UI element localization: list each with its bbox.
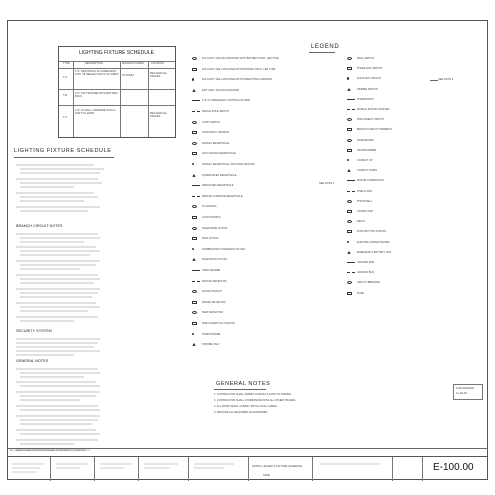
legend-item [345,220,485,224]
title-block-lines [10,461,480,477]
legend-item [190,227,340,231]
legend-item [345,251,485,255]
legend-left-column [190,57,340,357]
legend-item [345,230,485,234]
legend-symbol-icon [347,210,352,213]
legend-item [190,333,340,337]
legend-item-label: FOUR-WAY SWITCH [357,77,381,81]
legend-symbol-icon [347,241,349,243]
legend-symbol-icon [347,77,349,79]
legend-item [190,237,340,241]
legend-symbol-icon [192,57,197,60]
legend-item [345,292,485,296]
legend-symbol-icon [192,301,197,304]
legend-item-label: THREE-WAY SWITCH [357,67,383,71]
legend-symbol-icon [347,251,351,254]
legend-symbol-icon [192,216,197,219]
legend-symbol-icon [192,142,197,145]
legend-item [190,248,340,252]
legend-item [190,269,340,273]
legend-item-label: GFCI DUPLEX RECEPTACLE [202,152,236,156]
legend-symbol-icon [192,78,194,80]
schedule-header-description: DESCRIPTION [85,62,103,65]
legend-item [345,57,485,61]
legend-symbol-icon [192,184,200,186]
legend-symbol-icon [347,108,355,110]
schedule-row-type: T-B [63,94,68,97]
legend-item-label: DISCONNECT SWITCH [357,118,385,122]
sheet-title: NOTES, LEGEND & FIXTURE SCHEDULE [252,465,303,468]
legend-item-label: GROUND BUS [357,271,374,275]
legend-symbol-icon [347,179,355,181]
schedule-row-location: MECHANICAL SPACES [150,72,167,78]
legend-item [190,121,340,125]
legend-item [345,179,485,183]
legend-item-label: CONDUIT UP [357,159,373,162]
legend-item-label: HORN/STROBE [202,332,221,336]
legend-item [345,88,485,92]
legend-symbol-icon [347,220,352,223]
legend-item [345,281,485,285]
legend-item-label: TELEVISION OUTLET [202,258,228,262]
legend-title: LEGEND [311,44,340,50]
schedule-row-manufacturer: LITHONIA [122,74,134,77]
legend-symbol-icon [347,261,355,263]
review-stamp-text: FOR REVIEW [456,386,474,390]
legend-symbol-icon [347,200,352,203]
legend-item [190,57,340,61]
schedule-row-type: T-A [63,76,68,79]
legend-item-label: HEAT DETECTOR [202,311,223,315]
review-stamp-date: 11-02-15 [456,391,467,395]
legend-item-label: ELECTRIC WATER HEATER [357,240,390,244]
legend-item-label: CARD READER [202,269,221,272]
legend-item [345,210,485,214]
legend-item-label: CONTACTOR [357,210,373,213]
legend-item-label: TIME CLOCK [357,189,373,193]
legend-item-label: DOOR CONTACT [202,290,223,294]
legend-symbol-icon [347,159,349,161]
general-notes-left-title: GENERAL NOTES [16,359,49,363]
legend-item [190,89,340,93]
legend-symbol-icon [347,190,355,192]
legend-symbol-icon [347,139,352,142]
legend-symbol-icon [347,118,352,121]
general-note-item: 3. ALL WORK SHALL COMPLY WITH LOCAL CODES. [214,405,278,408]
legend-item [345,261,485,265]
legend-item [190,195,340,199]
sheet-number: E-100.00 [433,462,474,473]
legend-item-label: SPECIAL PURPOSE RECEPTACLE [202,194,243,198]
legend-item-label: JUNCTION BOX [202,216,221,219]
legend-symbol-icon [347,169,351,172]
schedule-row-location: MECHANICAL SPACES [150,112,167,118]
security-system-title: SECURITY SYSTEM [16,329,52,333]
legend-item [345,98,485,102]
legend-item-label: 2X4 LIGHT, WALL MOUNTED WITH BATTERY PACK, LED TYPE [202,67,276,71]
legend-item [345,67,485,71]
legend-symbol-icon [192,311,197,314]
legend-symbol-icon [192,248,194,250]
legend-symbol-icon [192,333,194,335]
legend-item-label: QUADRUPLEX RECEPTACLE [202,173,237,177]
schedule-row-type: T-C [63,116,68,119]
legend-symbol-icon [192,195,200,197]
legend-symbol-icon [192,290,197,293]
general-note-item: 2. CONTRACTOR SHALL COORDINATE WITH ALL OTHER TRADES. [214,399,296,402]
legend-symbol-icon [347,281,352,284]
legend-item-label: DEDICATED RECEPTACLE [202,184,234,188]
general-notes-title: GENERAL NOTES [216,381,271,387]
schedule-header-type: TYPE [63,62,70,65]
legend-item-label: TRANSFORMER [357,148,377,152]
general-notes-left-lines [14,366,144,454]
legend-item-label: 4'-0" FLUORESCENT LIGHTING FIXTURE [202,99,251,103]
schedule-title: LIGHTING FIXTURE SCHEDULE [79,50,155,56]
legend-symbol-icon [192,121,197,124]
legend-item-label: MANUAL MOTOR STARTER [357,108,390,111]
schedule-row-description: 4'-0" IN LINE, LUMINAIRE WITH 2-32W T-8 LAMPS [75,109,116,115]
legend-item [345,200,485,204]
legend-item [190,184,340,188]
legend-item-label: CIRCUIT BREAKER [357,281,380,285]
legend-item-label: PANELBOARD [357,138,374,142]
legend-item [345,271,485,275]
sheet-scale: NONE [263,474,270,477]
legend-item-label: SINGLE POLE SWITCH [202,110,230,113]
legend-item [190,290,340,294]
legend-item [190,99,340,103]
legend-right-column [345,57,485,317]
legend-symbol-icon [192,152,197,155]
legend-item-label: FUSE [357,291,364,295]
legend-item [190,78,340,82]
security-system-lines [14,336,144,358]
legend-item [345,149,485,153]
legend-item [190,131,340,135]
legend-item [345,77,485,81]
legend-item-label: TELEPHONE OUTLET [202,226,228,230]
legend-symbol-icon [192,280,200,282]
legend-symbol-icon [192,131,197,134]
legend-item-label: PUSH BUTTON STATION [357,230,387,234]
legend-item [190,152,340,156]
legend-symbol-icon [192,258,196,261]
legend-item-label: DATA OUTLET [202,237,219,241]
legend-item [190,258,340,262]
legend-item [190,142,340,146]
legend-item-label: WALL SWITCH [357,57,375,60]
legend-item [190,216,340,220]
legend-item [345,241,485,245]
legend-item [345,128,485,132]
legend-item-label: BRANCH CIRCUIT HOMERUN [357,128,392,132]
schedule-header-location: LOCATION [151,62,165,65]
schedule-row-description: 4'-0" INDUSTRIAL FLUORESCENT 120V, T8 REFLECTOR 2X 32 LAMPS [75,70,119,76]
legend-item-label: DUPLEX RECEPTACLE, ISOLATED GROUND [202,163,255,166]
legend-symbol-icon [192,163,194,165]
legend-item [345,139,485,143]
legend-symbol-icon [192,205,197,208]
legend-callout: SEE NOTE 4 [438,78,454,81]
legend-item-label: CONDUIT DOWN [357,169,377,173]
branch-circuit-notes-lines [14,231,144,326]
legend-symbol-icon [347,57,352,60]
legend-item [190,301,340,305]
legend-item [345,108,485,112]
legend-symbol-icon [347,98,355,100]
legend-item-label: 2X4 LIGHT, CEILING MOUNTED WITH BATTERY PACK, LED TYPE [202,57,279,60]
legend-symbol-icon [192,227,197,230]
legend-item-label: SMOKE DETECTOR [202,300,226,304]
legend-symbol-icon [347,88,351,91]
legend-item [190,322,340,326]
legend-item-label: RELAY [357,220,366,224]
legend-item-label: EMERGENCY BATTERY UNIT [357,250,392,254]
general-note-item: 4. PROVIDE ALL REQUIRED ACCESSORIES. [214,411,269,414]
legend-item [345,118,485,122]
legend-item-label: EXIT SIGN, CEILING MOUNTED [202,88,240,92]
legend-item-label: THERMOSTAT [357,97,374,101]
legend-item-label: MOTION DETECTOR [202,279,227,283]
legend-item-label: OCCUPANCY SENSOR [202,131,229,135]
branch-circuit-notes-title: BRANCH CIRCUIT NOTES [16,224,63,228]
legend-item-label: GROUND ROD [357,261,375,264]
legend-item-label: PHOTOCELL [357,199,373,203]
legend-item [345,169,485,173]
schedule-header-manufacturer: MANUFACTURER [122,62,144,65]
legend-symbol-icon [347,128,352,131]
disclaimer-text: ALL DRAWINGS AND SPECIFICATIONS ARE INSTRUMENTS OF SERVICE. [10,450,86,452]
legend-symbol-icon [192,89,196,92]
legend-symbol-icon [192,269,200,271]
legend-item-label: FLOOR BOX [202,205,217,209]
legend-item [190,280,340,284]
legend-symbol-icon [347,67,352,70]
legend-symbol-icon [347,230,352,233]
legend-symbol-icon [192,110,200,112]
left-notes-title: LIGHTING FIXTURE SCHEDULE [14,148,112,154]
general-note-item: 1. CONTRACTOR SHALL SUBMIT AS-BUILT PLANS TO OWNER. [214,393,292,396]
legend-item-label: COMBINATION VOICE/DATA OUTLET [202,247,246,251]
legend-item [190,311,340,315]
legend-symbol-icon [347,292,352,295]
legend-item [345,159,485,163]
legend-item-label: DUPLEX RECEPTACLE [202,141,230,145]
legend-item-label: FIRE ALARM PULL STATION [202,322,235,325]
legend-symbol-icon [192,237,197,240]
legend-item [190,163,340,167]
lighting-fixture-schedule-table [58,46,176,138]
legend-symbol-icon [192,99,200,101]
legend-item [190,205,340,209]
legend-symbol-icon [347,271,355,273]
legend-item [190,68,340,72]
legend-item [190,110,340,114]
legend-item-label: DIMMER SWITCH [357,87,378,91]
legend-item-label: 3-WAY SWITCH [202,120,221,124]
legend-item [190,174,340,178]
legend-symbol-icon [192,343,196,346]
legend-symbol-icon [192,68,197,71]
legend-item [190,343,340,347]
legend-item-label: STROBE ONLY [202,343,220,347]
schedule-row-description: 4'-0" 2X2 TROFFER WITH BATTERY PACK [75,92,119,98]
legend-item-label: MOTOR CONNECTION [357,179,384,183]
legend-symbol-icon [192,174,196,177]
legend-item [345,190,485,194]
legend-item-label: 2X4 LIGHT, WALL MOUNTED WITH DIRECTIONAL ARROWS [202,78,272,82]
legend-symbol-icon [347,149,352,152]
legend-callout: SEE NOTE 4 [319,182,335,185]
legend-symbol-icon [192,322,197,325]
